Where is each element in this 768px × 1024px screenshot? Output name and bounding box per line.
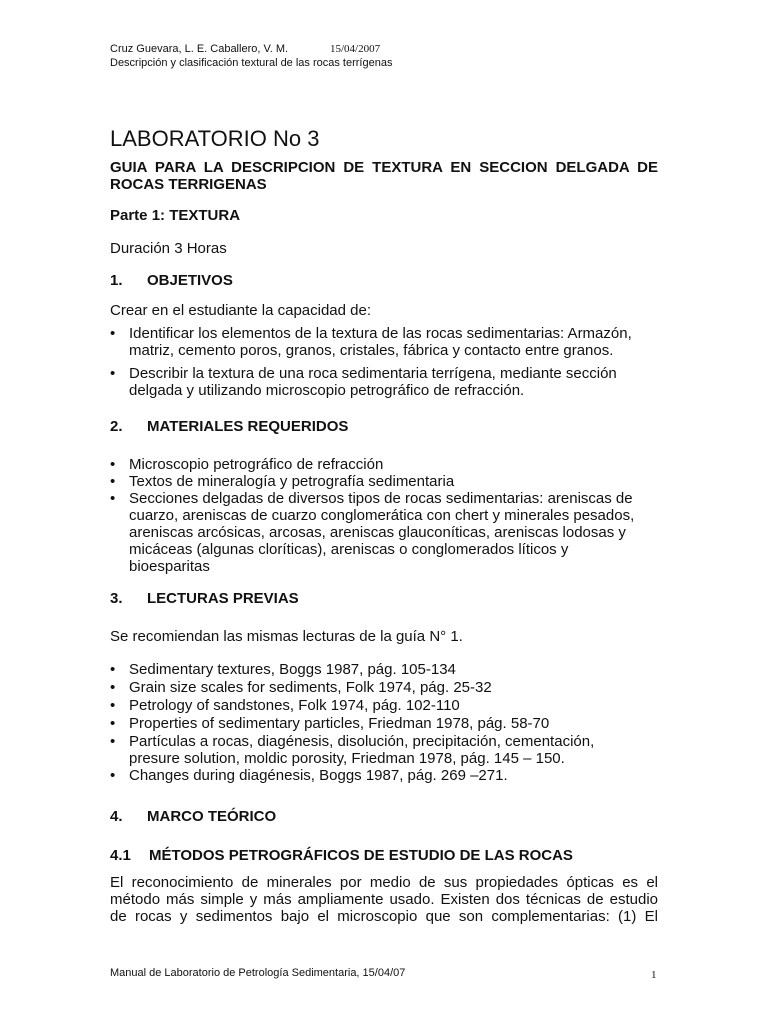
header-subtitle: Descripción y clasificación textural de las rocas terrígenas: [110, 57, 393, 69]
list-item-line: Partículas a rocas, diagénesis, disolución, precipitación, cementación,: [129, 733, 595, 750]
paragraph-line: El reconocimiento de minerales por medio de sus propiedades ópticas es el: [110, 874, 658, 891]
section-4-1-title: MÉTODOS PETROGRÁFICOS DE ESTUDIO DE LAS ROCAS: [149, 847, 573, 864]
list-item-line: bioesparitas: [129, 558, 210, 575]
page-title: LABORATORIO No 3: [110, 126, 320, 151]
section-4-1-number: 4.1: [110, 847, 131, 864]
list-item-line: Changes during diagénesis, Boggs 1987, pág. 269 –271.: [129, 767, 508, 784]
bullet: •: [110, 456, 116, 473]
list-item-line: areniscas arcósicas, arcosas, areniscas glauconíticas, areniscas lodosas y: [129, 524, 626, 541]
part-heading: Parte 1: TEXTURA: [110, 207, 241, 224]
bullet: •: [110, 733, 116, 750]
section-2-title: MATERIALES REQUERIDOS: [147, 418, 349, 435]
list-item-line: Microscopio petrográfico de refracción: [129, 456, 384, 473]
section-4-title: MARCO TEÓRICO: [147, 808, 277, 825]
list-item-line: Describir la textura de una roca sedimentaria terrígena, mediante sección: [129, 365, 617, 382]
bullet: •: [110, 715, 116, 732]
bullet: •: [110, 679, 116, 696]
section-3-number: 3.: [110, 590, 123, 607]
guide-title-line-1: GUIA PARA LA DESCRIPCION DE TEXTURA EN SECCION DELGADA DE: [110, 159, 658, 176]
paragraph-line: de rocas y sedimentos bajo el microscopio que son complementarias: (1) El: [110, 908, 658, 925]
list-item-line: Identificar los elementos de la textura de las rocas sedimentarias: Armazón,: [129, 325, 632, 342]
list-item-line: Textos de mineralogía y petrografía sedimentaria: [129, 473, 455, 490]
page-number: 1: [651, 969, 657, 981]
list-item-line: cuarzo, areniscas de cuarzo conglomerática con chert y minerales pesados,: [129, 507, 635, 524]
paragraph-line: método más simple y más ampliamente usado. Existen dos técnicas de estudio: [110, 891, 658, 908]
bullet: •: [110, 661, 116, 678]
list-item-line: micáceas (algunas cloríticas), areniscas o conglomerados líticos y: [129, 541, 569, 558]
list-item-line: Grain size scales for sediments, Folk 1974, pág. 25-32: [129, 679, 492, 696]
bullet: •: [110, 325, 116, 342]
bullet: •: [110, 473, 116, 490]
section-4-number: 4.: [110, 808, 123, 825]
list-item-line: Properties of sedimentary particles, Friedman 1978, pág. 58-70: [129, 715, 550, 732]
footer-text: Manual de Laboratorio de Petrología Sedimentaria, 15/04/07: [110, 967, 406, 979]
readings-intro: Se recomiendan las mismas lecturas de la guía N° 1.: [110, 628, 463, 645]
objectives-intro: Crear en el estudiante la capacidad de:: [110, 302, 372, 319]
bullet: •: [110, 490, 116, 507]
list-item-line: Sedimentary textures, Boggs 1987, pág. 105-134: [129, 661, 456, 678]
section-2-number: 2.: [110, 418, 123, 435]
list-item-line: Secciones delgadas de diversos tipos de rocas sedimentarias: areniscas de: [129, 490, 633, 507]
list-item-line: matriz, cemento poros, granos, cristales, fábrica y contacto entre granos.: [129, 342, 614, 359]
bullet: •: [110, 697, 116, 714]
bullet: •: [110, 767, 116, 784]
header-date: 15/04/2007: [330, 43, 381, 55]
section-3-title: LECTURAS PREVIAS: [147, 590, 299, 607]
list-item-line: delgada y utilizando microscopio petrográfico de refracción.: [129, 382, 525, 399]
guide-title-line-2: ROCAS TERRIGENAS: [110, 176, 267, 193]
list-item-line: presure solution, moldic porosity, Friedman 1978, pág. 145 – 150.: [129, 750, 565, 767]
header-authors: Cruz Guevara, L. E. Caballero, V. M.: [110, 43, 289, 55]
duration-text: Duración 3 Horas: [110, 240, 227, 257]
section-1-title: OBJETIVOS: [147, 272, 233, 289]
section-1-number: 1.: [110, 272, 123, 289]
bullet: •: [110, 365, 116, 382]
list-item-line: Petrology of sandstones, Folk 1974, pág. 102-110: [129, 697, 460, 714]
